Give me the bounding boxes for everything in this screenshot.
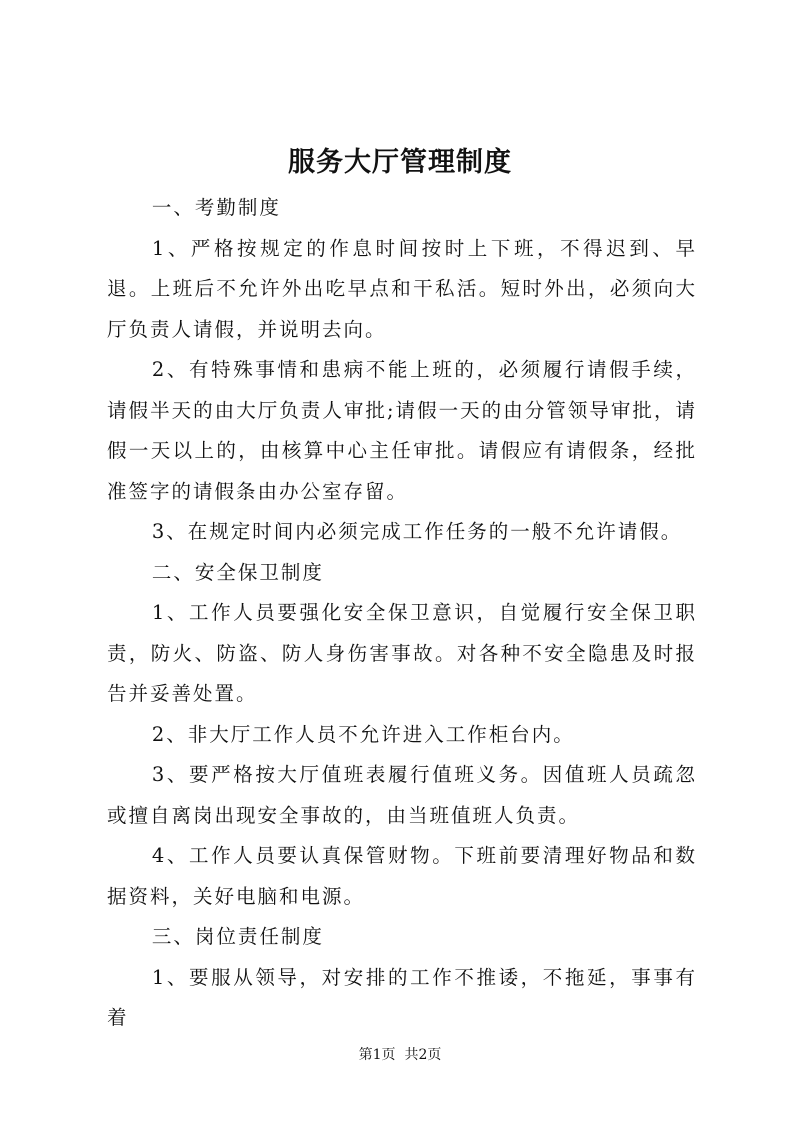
page-footer (0, 1045, 800, 1065)
document-title: 服务大厅管理制度 (288, 147, 512, 178)
paragraph: 4、工作人员要认真保管财物。下班前要清理好物品和数据资料，关好电脑和电源。 (107, 844, 697, 908)
document-body (107, 188, 697, 1039)
section-heading-responsibility: 三、岗位责任制度 (151, 925, 324, 948)
paragraph: 1、工作人员要强化安全保卫意识，自觉履行安全保卫职责，防火、防盗、防人身伤害事故。对各种不安全隐患及时报告并妥善处置。 (107, 601, 697, 705)
section-heading-attendance: 一、考勤制度 (151, 196, 281, 219)
paragraph: 2、非大厅工作人员不允许进入工作柜台内。 (151, 722, 575, 746)
paragraph: 1、严格按规定的作息时间按时上下班，不得迟到、早退。上班后不允许外出吃早点和干私活。短时外出，必须向大厅负责人请假，并说明去向。 (107, 236, 697, 341)
paragraph: 3、要严格按大厅值班表履行值班义务。因值班人员疏忽或擅自离岗出现安全事故的，由当班值班人负责。 (107, 763, 697, 827)
section-heading-security: 二、安全保卫制度 (151, 560, 324, 584)
paragraph: 2、有特殊事情和患病不能上班的，必须履行请假手续，请假半天的由大厅负责人审批;请假一天的由分管领导审批，请假一天以上的，由核算中心主任审批。请假应有请假条，经批准签字的请假条由办公室存留。 (107, 358, 697, 503)
page-number: 第1页 共2页 (358, 1047, 442, 1063)
paragraph: 1、要服从领导，对安排的工作不推诿，不拖延，事事有着 (107, 965, 697, 1029)
paragraph: 3、在规定时间内必须完成工作任务的一般不允许请假。 (151, 520, 683, 543)
